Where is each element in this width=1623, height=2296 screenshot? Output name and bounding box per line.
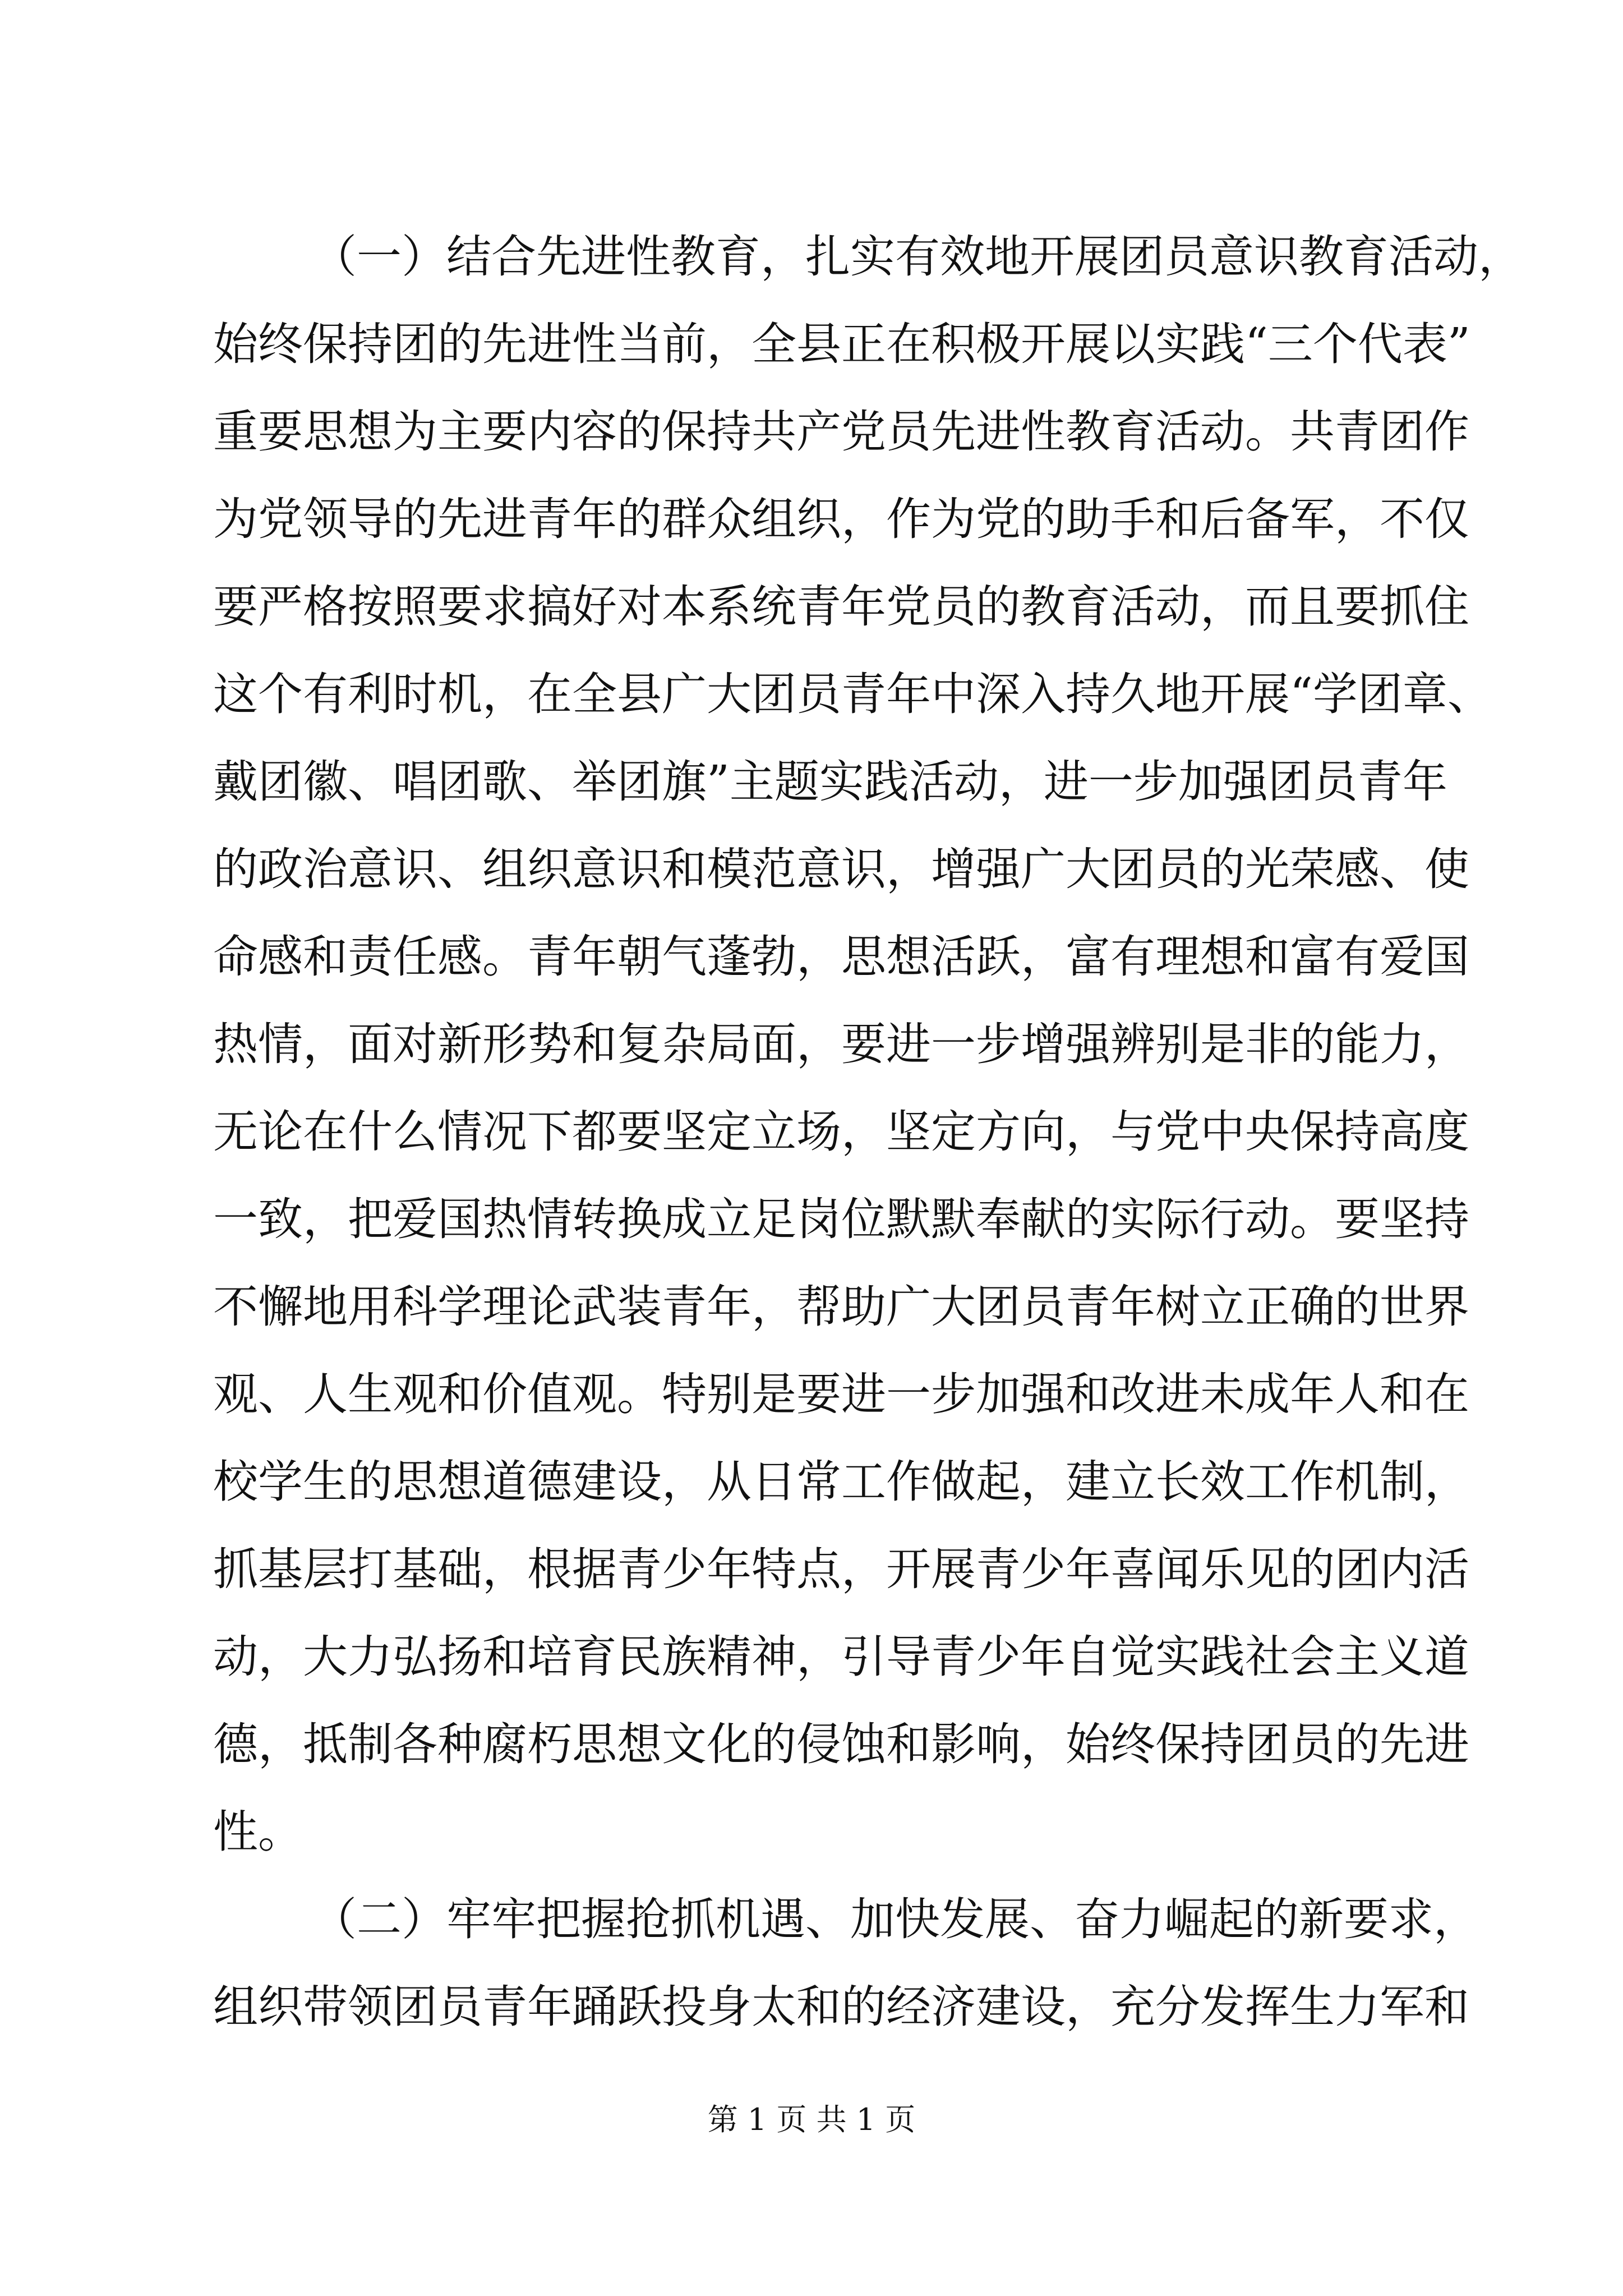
paragraph-1-line-5: 要严格按照要求搞好对本系统青年党员的教育活动，而且要抓住 <box>213 581 1469 633</box>
paragraph-1-line-13: 不懈地用科学理论武装青年，帮助广大团员青年树立正确的世界 <box>213 1281 1469 1333</box>
paragraph-1-line-11: 无论在什么情况下都要坚定立场，坚定方向，与党中央保持高度 <box>213 1106 1469 1158</box>
paragraph-1-line-3: 重要思想为主要内容的保持共产党员先进性教育活动。共青团作 <box>213 406 1469 458</box>
paragraph-1-line-9: 命感和责任感。青年朝气蓬勃，思想活跃，富有理想和富有爱国 <box>213 931 1469 983</box>
page-number-footer: 第 1 页 共 1 页 <box>707 2102 916 2137</box>
paragraph-2-line-1: （二）牢牢把握抢抓机遇、加快发展、奋力崛起的新要求， <box>312 1893 1478 1945</box>
paragraph-1-line-12: 一致，把爱国热情转换成立足岗位默默奉献的实际行动。要坚持 <box>213 1193 1469 1245</box>
paragraph-1-line-19: 性。 <box>213 1806 303 1858</box>
paragraph-1-line-18: 德，抵制各种腐朽思想文化的侵蚀和影响，始终保持团员的先进 <box>213 1718 1469 1770</box>
paragraph-1-line-8: 的政治意识、组织意识和模范意识，增强广大团员的光荣感、使 <box>213 843 1469 895</box>
paragraph-1-line-2: 始终保持团的先进性当前，全县正在积极开展以实践“三个代表” <box>213 318 1470 370</box>
paragraph-1-line-7: 戴团徽、唱团歌、举团旗”主题实践活动，进一步加强团员青年 <box>213 756 1447 808</box>
paragraph-1-line-10: 热情，面对新形势和复杂局面，要进一步增强辨别是非的能力， <box>213 1018 1469 1070</box>
paragraph-1-line-14: 观、人生观和价值观。特别是要进一步加强和改进未成年人和在 <box>213 1368 1469 1420</box>
paragraph-1-line-1: （一）结合先进性教育，扎实有效地开展团员意识教育活动， <box>312 231 1523 283</box>
paragraph-1-line-17: 动，大力弘扬和培育民族精神，引导青少年自觉实践社会主义道 <box>213 1631 1469 1683</box>
paragraph-1-line-6: 这个有利时机，在全县广大团员青年中深入持久地开展“学团章、 <box>213 668 1492 720</box>
paragraph-2-line-2: 组织带领团员青年踊跃投身太和的经济建设，充分发挥生力军和 <box>213 1981 1469 2033</box>
paragraph-1-line-4: 为党领导的先进青年的群众组织，作为党的助手和后备军，不仅 <box>213 493 1469 545</box>
paragraph-1-line-16: 抓基层打基础，根据青少年特点，开展青少年喜闻乐见的团内活 <box>213 1543 1469 1595</box>
paragraph-1-line-15: 校学生的思想道德建设，从日常工作做起，建立长效工作机制， <box>213 1456 1469 1508</box>
